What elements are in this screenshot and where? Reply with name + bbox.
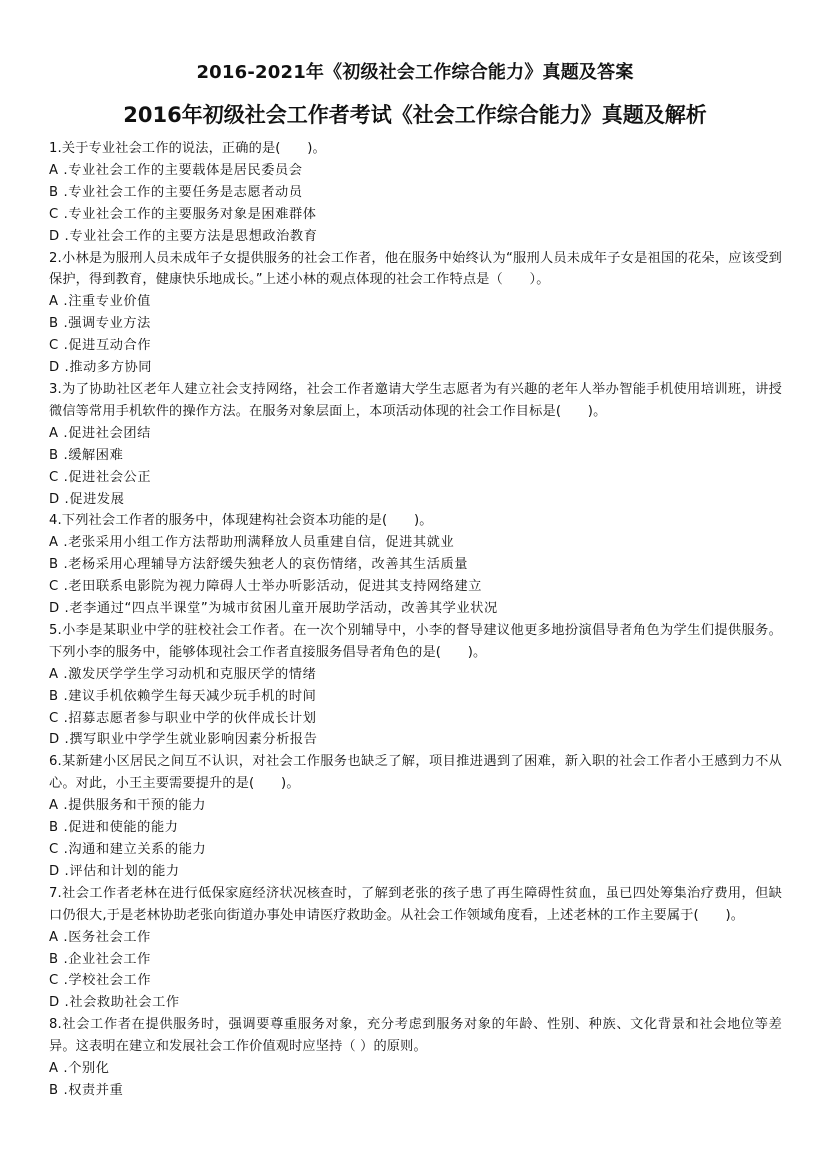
option-a: A .专业社会工作的主要载体是居民委员会	[49, 162, 303, 178]
question-stem: 1.关于专业社会工作的说法，正确的是( )。	[49, 141, 326, 156]
option-d: D .撰写职业中学学生就业影响因素分析报告	[49, 732, 318, 748]
option-c: C .学校社会工作	[49, 973, 152, 989]
option-b: B .专业社会工作的主要任务是志愿者动员	[49, 184, 303, 200]
option-a: A .医务社会工作	[49, 929, 151, 945]
option-c: C .促进社会公正	[49, 469, 152, 485]
option-a: A .激发厌学学生学习动机和克服厌学的情绪	[49, 666, 317, 682]
option-d: D .推动多方协同	[49, 360, 153, 376]
question-5	[49, 620, 782, 751]
option-c: C .老田联系电影院为视力障碍人士举办听影活动，促进其支持网络建立	[49, 579, 483, 595]
option-b: B .建议手机依赖学生每天减少玩手机的时间	[49, 688, 317, 704]
option-c: C .专业社会工作的主要服务对象是困难群体	[49, 206, 317, 222]
option-b: B .强调专业方法	[49, 316, 151, 332]
question-stem: 7.社会工作者老林在进行低保家庭经济状况核查时，了解到老张的孩子患了再生障碍性贫血，虽已四处筹集治疗费用，但缺口仍很大,于是老林协助老张向街道办事处申请医疗救助金。从社会工作领域角度看，上述老林的工作主要属于( )。	[49, 885, 782, 923]
question-stem: 3.为了协助社区老年人建立社会支持网络，社会工作者邀请大学生志愿者为有兴趣的老年人举办智能手机使用培训班，讲授微信等常用手机软件的操作方法。在服务对象层面上，本项活动体现的社会工作目标是( )。	[49, 381, 782, 419]
option-c: C .招募志愿者参与职业中学的伙伴成长计划	[49, 710, 317, 726]
option-c: C .沟通和建立关系的能力	[49, 842, 207, 857]
question-3	[49, 379, 782, 510]
option-d: D .促进发展	[49, 491, 125, 507]
option-b: B .权责并重	[49, 1082, 124, 1098]
option-c: C .促进互动合作	[49, 338, 152, 354]
question-list	[49, 138, 782, 1102]
question-stem: 8.社会工作者在提供服务时，强调要尊重服务对象，充分考虑到服务对象的年龄、性别、种族、文化背景和社会地位等差异。这表明在建立和发展社会工作价值观时应坚持（ ）的原则。	[49, 1017, 782, 1055]
option-d: D .老李通过“四点半课堂”为城市贫困儿童开展助学活动，改善其学业状况	[49, 601, 498, 617]
option-b: B .促进和使能的能力	[49, 820, 179, 836]
question-stem: 6.某新建小区居民之间互不认识，对社会工作服务也缺乏了解，项目推进遇到了困难，新入职的社会工作者小王感到力不从心。对此，小王主要需要提升的是( )。	[49, 754, 782, 792]
option-b: B .企业社会工作	[49, 951, 151, 967]
option-a: A .促进社会团结	[49, 425, 151, 441]
question-stem: 2.小林是为服刑人员未成年子女提供服务的社会工作者，他在服务中始终认为“服刑人员未成年子女是祖国的花朵，应该受到保护，得到教育，健康快乐地成长。”上述小林的观点体现的社会工作特点是（ ）。	[49, 250, 782, 288]
option-a: A .提供服务和干预的能力	[49, 798, 207, 814]
option-d: D .专业社会工作的主要方法是思想政治教育	[49, 228, 318, 244]
option-a: A .注重专业价值	[49, 294, 151, 310]
document-title: 2016-2021年《初级社会工作综合能力》真题及答案	[196, 62, 634, 83]
option-a: A .个别化	[49, 1061, 110, 1077]
option-b: B .缓解困难	[49, 447, 124, 463]
question-6	[49, 751, 782, 882]
question-stem: 5.小李是某职业中学的驻校社会工作者。在一次个别辅导中，小李的督导建议他更多地扮演倡导者角色为学生们提供服务。下列小李的服务中，能够体现社会工作者直接服务倡导者角色的是( )。	[49, 622, 782, 660]
document-subtitle: 2016年初级社会工作者考试《社会工作综合能力》真题及解析	[123, 103, 707, 127]
option-b: B .老杨采用心理辅导方法舒缓失独老人的哀伤情绪，改善其生活质量	[49, 557, 469, 573]
option-a: A .老张采用小组工作方法帮助刑满释放人员重建自信，促进其就业	[49, 535, 455, 551]
question-4	[49, 510, 782, 620]
question-7	[49, 883, 782, 1014]
option-d: D .评估和计划的能力	[49, 863, 180, 879]
question-1	[49, 138, 782, 248]
option-d: D .社会救助社会工作	[49, 995, 180, 1011]
question-8	[49, 1014, 782, 1102]
question-2	[49, 248, 782, 379]
question-stem: 4.下列社会工作者的服务中，体现建构社会资本功能的是( )。	[49, 513, 433, 529]
